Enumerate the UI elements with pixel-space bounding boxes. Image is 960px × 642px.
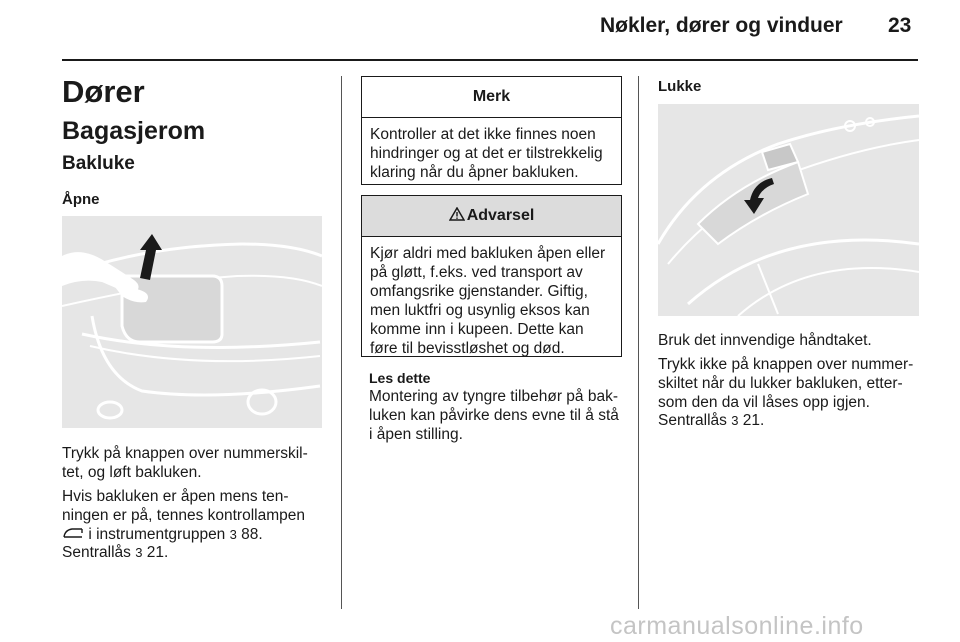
paragraph-press-button <box>62 444 324 482</box>
caution-text: Montering av tyngre tilbehør på bak-luken kan påvirke dens evne til å stå i åpen stilling. <box>369 388 619 443</box>
warning-text: Kjør aldri med bakluken åpen eller på gløtt, f.eks. ved transport av omfangsrike gjenstander. Giftig, men luktfri og usynlig eksos kan komme inn i kupeen. Dette kan føre til bevisstløshet og død. <box>370 245 606 357</box>
header-rule <box>62 59 918 61</box>
page-ref-icon: 3 <box>229 527 237 542</box>
column-divider-right <box>638 76 639 609</box>
warning-lamp-line-3: i instrumentgruppen <box>88 526 226 543</box>
tailgate-close-illustration <box>658 104 919 316</box>
tailgate-close-drawing <box>658 104 919 316</box>
paragraph-use-handle: Bruk det innvendige håndtaket. <box>658 332 872 349</box>
warning-lamp-line-1: Hvis bakluken er åpen mens ten- <box>62 488 289 505</box>
page-ref-21-left: 21. <box>146 544 169 561</box>
page-ref-icon: 3 <box>731 413 739 428</box>
paragraph-do-not-press: Trykk ikke på knappen over nummer-skiltet når du lukker bakluken, etter-som den da vil låses opp igjen. <box>658 356 914 411</box>
column-divider-left <box>341 76 342 609</box>
tailgate-open-illustration <box>62 216 322 428</box>
page-ref-21-right: 21. <box>742 412 765 429</box>
paragraph-central-locking-right <box>658 411 920 430</box>
note-box <box>361 76 622 185</box>
warning-icon <box>449 207 465 226</box>
central-locking-label-left: Sentrallås <box>62 544 131 561</box>
subheading-close: Lukke <box>658 78 702 95</box>
caution-title: Les dette <box>369 370 431 386</box>
header-title: Nøkler, dører og vinduer <box>600 14 843 37</box>
tailgate-open-lamp-icon <box>62 526 88 543</box>
page-ref-icon: 3 <box>135 545 143 560</box>
paragraph-central-locking-left <box>62 543 324 562</box>
subheading-tailgate: Bakluke <box>62 153 135 174</box>
central-locking-label-right: Sentrallås <box>658 412 727 429</box>
page-number: 23 <box>888 14 912 37</box>
subsection-heading-trunk: Bagasjerom <box>62 117 206 145</box>
note-text: Kontroller at det ikke finnes noen hindringer og at det er tilstrekkelig klaring når du åpner bakluken. <box>370 126 603 181</box>
tailgate-open-drawing <box>62 216 322 428</box>
section-heading-doors: Dører <box>62 74 145 109</box>
watermark: carmanualsonline.info <box>610 612 864 640</box>
subheading-open: Åpne <box>62 191 100 208</box>
warning-title: Advarsel <box>466 207 535 224</box>
paragraph-press-button-text: Trykk på knappen over nummerskil-tet, og løft bakluken. <box>62 445 308 481</box>
paragraph-warning-lamp <box>62 487 324 544</box>
warning-header <box>362 196 621 237</box>
warning-box <box>361 195 622 357</box>
page-ref-88: 88. <box>241 526 263 543</box>
warning-lamp-line-2: ningen er på, tennes kontrollampen <box>62 507 305 524</box>
note-title: Merk <box>362 77 621 118</box>
